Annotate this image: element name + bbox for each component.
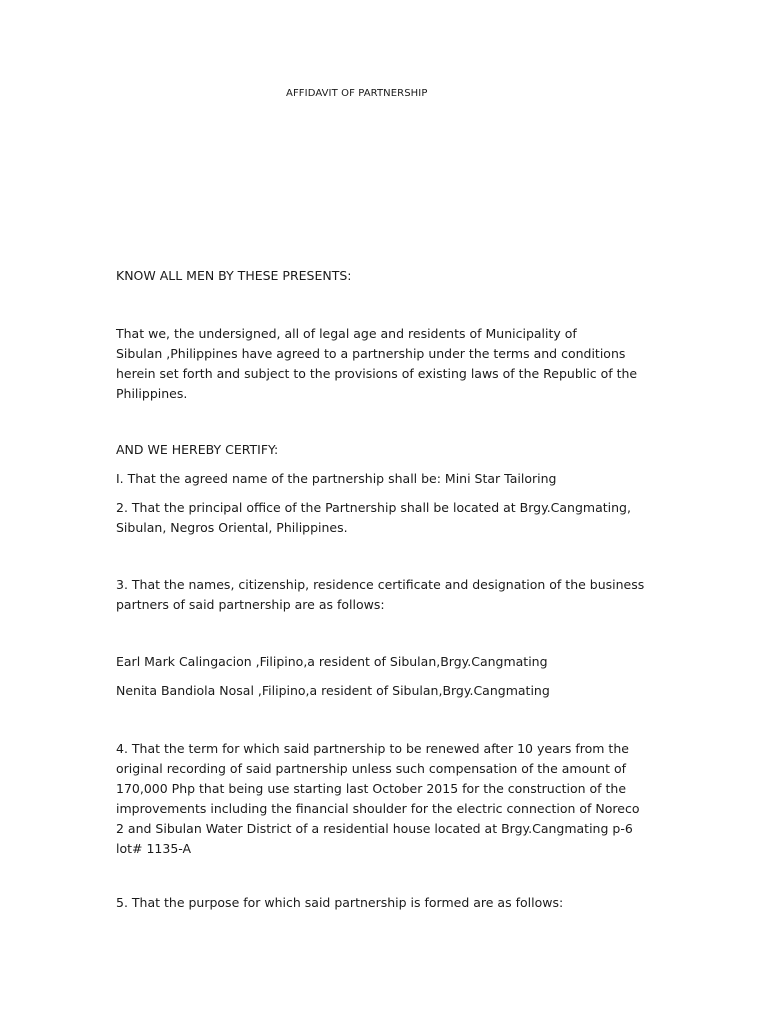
partner-1-text: Earl Mark Calingacion ,Filipino,a resident of Sibulan,Brgy.Cangmating	[116, 654, 548, 669]
intro-paragraph	[116, 324, 661, 404]
preamble-text: KNOW ALL MEN BY THESE PRESENTS:	[116, 268, 352, 283]
partner-2-text: Nenita Bandiola Nosal ,Filipino,a resident of Sibulan,Brgy.Cangmating	[116, 683, 550, 698]
clause-4-line: improvements including the financial shoulder for the electric connection of Noreco	[116, 801, 640, 816]
clause-4-line: original recording of said partnership unless such compensation of the amount of	[116, 761, 627, 776]
partner-1	[116, 652, 661, 672]
intro-line: herein set forth and subject to the provisions of existing laws of the Republic of the	[116, 366, 638, 381]
clause-5-text: 5. That the purpose for which said partnership is formed are as follows:	[116, 895, 564, 910]
clause-3-line: 3. That the names, citizenship, residence certificate and designation of the business	[116, 577, 645, 592]
partner-2	[116, 681, 661, 701]
clause-4-line: 4. That the term for which said partnership to be renewed after 10 years from the	[116, 741, 629, 756]
intro-line: That we, the undersigned, all of legal age and residents of Municipality of	[116, 326, 577, 341]
intro-line: Philippines.	[116, 386, 188, 401]
clause-1-text: I. That the agreed name of the partnership shall be: Mini Star Tailoring	[116, 471, 557, 486]
clause-4-line: lot# 1135-A	[116, 841, 192, 856]
clause-4-line: 2 and Sibulan Water District of a residential house located at Brgy.Cangmating p-6	[116, 821, 633, 836]
clause-4-line: 170,000 Php that being use starting last October 2015 for the construction of the	[116, 781, 627, 796]
clause-3	[116, 575, 661, 615]
clause-3-line: partners of said partnership are as follows:	[116, 597, 385, 612]
document-title: AFFIDAVIT OF PARTNERSHIP	[286, 88, 428, 99]
clause-5	[116, 893, 661, 913]
certify-heading	[116, 440, 661, 460]
clause-2-line: Sibulan, Negros Oriental, Philippines.	[116, 520, 348, 535]
clause-2-line: 2. That the principal office of the Partnership shall be located at Brgy.Cangmating,	[116, 500, 631, 515]
clause-2	[116, 498, 661, 538]
intro-line: Sibulan ,Philippines have agreed to a partnership under the terms and conditions	[116, 346, 626, 361]
clause-1	[116, 469, 661, 489]
certify-heading-text: AND WE HEREBY CERTIFY:	[116, 442, 279, 457]
preamble	[116, 266, 661, 286]
clause-4	[116, 739, 661, 859]
